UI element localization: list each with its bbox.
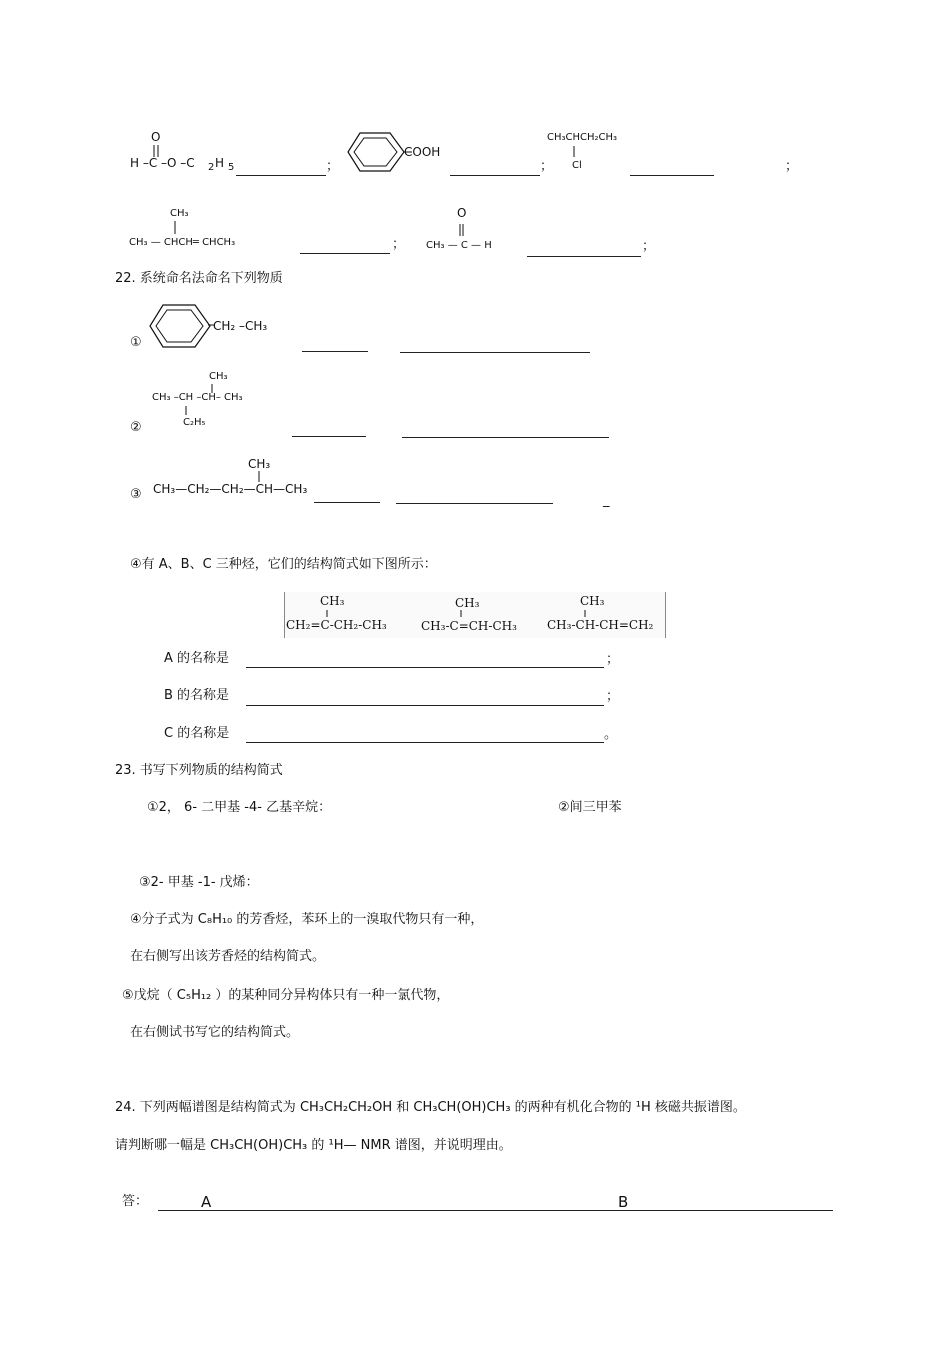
aldehyde-formula: CH₃ — C — H xyxy=(426,240,492,251)
q23-item5a: ⑤戊烷（ C₅H₁₂ ）的某种同分异构体只有一种一氯代物， xyxy=(122,988,450,1003)
aldehyde-o: O xyxy=(457,206,467,220)
structA-formula: CH₂=C-CH₂-CH₃ xyxy=(286,618,387,632)
item3-formula: CH₃—CH₂—CH₂—CH—CH₃ xyxy=(153,482,308,496)
period: 。 xyxy=(604,727,618,742)
answer-blank[interactable] xyxy=(158,1210,833,1211)
answer-blank[interactable] xyxy=(302,351,368,352)
semicolon: ； xyxy=(606,652,620,667)
answer-blank[interactable] xyxy=(396,503,553,504)
q23-item2: ②间三甲苯 xyxy=(558,800,622,815)
formate-formula: H –C –O –C xyxy=(130,156,195,170)
q23-title: 23. 书写下列物质的结构简式 xyxy=(115,763,283,778)
structC-ch3: CH₃ xyxy=(580,594,605,608)
a-name-blank[interactable] xyxy=(246,667,604,668)
b-name-label: B 的名称是 xyxy=(164,688,230,703)
item1-number: ① xyxy=(130,335,142,350)
formate-o: O xyxy=(151,130,161,144)
b-name-blank[interactable] xyxy=(246,705,604,706)
aldehyde-double-bond xyxy=(458,224,468,238)
q22-title: 22. 系统命名法命名下列物质 xyxy=(115,271,283,286)
formate-h: H xyxy=(215,156,225,170)
answer-blank[interactable] xyxy=(300,253,390,254)
semicolon: ； xyxy=(540,159,554,174)
answer-blank[interactable] xyxy=(400,352,590,353)
q23-item4b: 在右侧写出该芳香烃的结构简式。 xyxy=(130,949,326,964)
benzene-ring-icon xyxy=(150,303,214,351)
q23-item3: ③2- 甲基 -1- 戊烯： xyxy=(139,875,259,890)
item2-formula: CH₃ –CH –CH– CH₃ xyxy=(152,392,243,403)
semicolon: ； xyxy=(642,239,656,254)
alkene-ch3: CH₃ xyxy=(170,208,189,219)
q23-item5b: 在右侧试书写它的结构简式。 xyxy=(130,1025,300,1040)
structB-ch3: CH₃ xyxy=(455,596,480,610)
semicolon: ； xyxy=(392,237,406,252)
formate-sub5: 5 xyxy=(228,162,235,173)
alkene-formula: CH₃ — CHCH═ CHCH₃ xyxy=(129,237,236,248)
chloro-cl: Cl xyxy=(572,160,582,171)
chloro-formula: CH₃CHCH₂CH₃ xyxy=(547,132,618,143)
bond-line xyxy=(584,610,588,618)
bond-line xyxy=(174,221,178,235)
semicolon: ； xyxy=(606,689,620,704)
q24-line1: 24. 下列两幅谱图是结构简式为 CH₃CH₂CH₂OH 和 CH₃CH(OH)CH₃ 的两种有机化合物的 ¹H 核磁共振谱图。 xyxy=(115,1100,746,1115)
answer-blank[interactable] xyxy=(402,437,609,438)
bond-line xyxy=(326,610,330,618)
label-b: B xyxy=(618,1193,629,1211)
item4-intro: ④有 A、B、C 三种烃，它们的结构简式如下图所示： xyxy=(130,557,437,572)
answer-blank[interactable] xyxy=(630,175,714,176)
q24-line2: 请判断哪一幅是 CH₃CH(OH)CH₃ 的 ¹H— NMR 谱图，并说明理由。 xyxy=(115,1138,512,1153)
item3-ch3-top: CH₃ xyxy=(248,457,271,471)
answer-blank[interactable] xyxy=(236,175,326,176)
item3-underscore: _ xyxy=(603,493,610,508)
item1-formula: CH₂ –CH₃ xyxy=(213,319,268,333)
item2-ch3-top: CH₃ xyxy=(209,371,228,382)
bond-line xyxy=(460,610,464,618)
semicolon: ； xyxy=(326,159,340,174)
formate-sub2: 2 xyxy=(208,162,215,173)
a-name-label: A 的名称是 xyxy=(164,651,230,666)
item2-c2h5: C₂H₅ xyxy=(183,417,206,428)
c-name-label: C 的名称是 xyxy=(164,726,230,741)
item3-number: ③ xyxy=(130,487,142,502)
cooh-label: COOH xyxy=(404,145,441,159)
label-a: A xyxy=(201,1193,212,1211)
answer-label: 答： xyxy=(122,1194,149,1209)
q23-item1: ①2， 6- 二甲基 -4- 乙基辛烷： xyxy=(147,800,332,815)
answer-blank[interactable] xyxy=(314,502,380,503)
benzene-ring-icon xyxy=(348,131,408,175)
q23-item4a: ④分子式为 C₈H₁₀ 的芳香烃，苯环上的一溴取代物只有一种， xyxy=(130,912,484,927)
answer-blank[interactable] xyxy=(292,436,366,437)
structB-formula: CH₃-C=CH-CH₃ xyxy=(421,619,517,633)
answer-blank[interactable] xyxy=(450,175,540,176)
bond-line xyxy=(185,406,189,416)
answer-blank[interactable] xyxy=(527,256,641,257)
c-name-blank[interactable] xyxy=(246,742,604,743)
semicolon: ； xyxy=(785,159,799,174)
bond-line xyxy=(573,146,577,158)
structA-ch3: CH₃ xyxy=(320,594,345,608)
item2-number: ② xyxy=(130,420,142,435)
structC-formula: CH₃-CH-CH=CH₂ xyxy=(547,618,654,632)
